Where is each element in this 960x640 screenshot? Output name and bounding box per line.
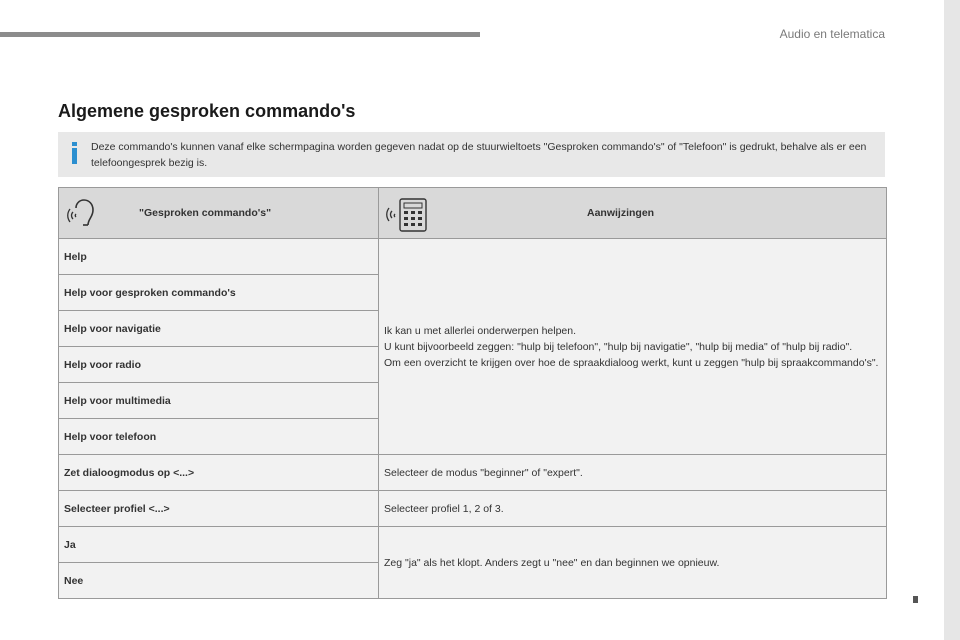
table-row: [59, 527, 887, 563]
table-row: [59, 455, 887, 491]
table-row: [59, 491, 887, 527]
command-cell: Ja: [59, 527, 379, 563]
column-header-commands-label: "Gesproken commando's": [139, 207, 272, 219]
page-edge-strip: [944, 0, 960, 640]
command-cell: Zet dialoogmodus op <...>: [59, 455, 379, 491]
command-cell: Help voor navigatie: [59, 311, 379, 347]
help-description: Ik kan u met allerlei onderwerpen helpen. U kunt bijvoorbeeld zeggen: "hulp bij telefoon", "hulp bij navigatie", "hulp bij media" of "hulp bij radio". Om een overzicht te krijgen over hoe de spraakdialoog werkt, kunt u zeggen "hulp bij spraakcommando's".: [384, 324, 879, 369]
phone-keypad-icon: [384, 195, 430, 233]
command-cell: Help voor radio: [59, 347, 379, 383]
info-box: [58, 132, 885, 177]
description-cell: Selecteer de modus "beginner" of "expert".: [379, 455, 887, 491]
page-title: Algemene gesproken commando's: [58, 101, 356, 121]
command-cell: Nee: [59, 563, 379, 599]
voice-command-icon: [66, 195, 102, 229]
description-cell: Selecteer profiel 1, 2 of 3.: [379, 491, 887, 527]
header-bar: [0, 32, 480, 37]
voice-commands-table: [58, 187, 887, 599]
command-cell: Help: [59, 239, 379, 275]
command-cell: Help voor multimedia: [59, 383, 379, 419]
info-text: Deze commando's kunnen vanaf elke schermpagina worden gegeven nadat op de stuurwieltoets "Gesproken commando's" of "Telefoon" is gedrukt, behalve als er een telefoongesprek bezig is.: [91, 141, 867, 169]
description-cell-help: [379, 239, 887, 455]
table-row: [59, 239, 887, 275]
column-header-commands: [59, 188, 379, 239]
command-cell: Help voor telefoon: [59, 419, 379, 455]
section-title: Audio en telematica: [779, 27, 885, 41]
command-cell: Help voor gesproken commando's: [59, 275, 379, 311]
info-icon: [70, 142, 79, 164]
column-header-instructions: [379, 188, 887, 239]
description-cell-yes-no: Zeg "ja" als het klopt. Anders zegt u "nee" en dan beginnen we opnieuw.: [379, 527, 887, 599]
page-marker: [913, 596, 918, 603]
command-cell: Selecteer profiel <...>: [59, 491, 379, 527]
column-header-instructions-label: Aanwijzingen: [587, 207, 655, 219]
